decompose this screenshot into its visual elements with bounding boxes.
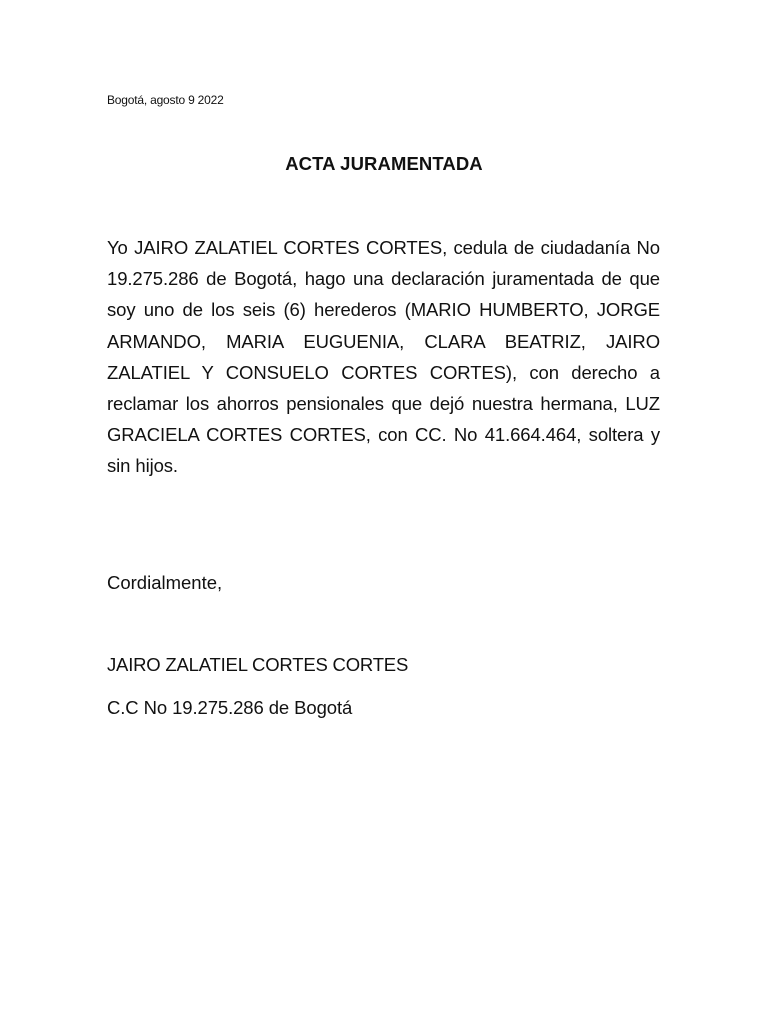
closing-salutation: Cordialmente, — [107, 572, 223, 593]
signer-id-line: C.C No 19.275.286 de Bogotá — [107, 697, 353, 718]
document-title: ACTA JURAMENTADA — [285, 153, 483, 174]
declaration-paragraph: Yo JAIRO ZALATIEL CORTES CORTES, cedula de ciudadanía No 19.275.286 de Bogotá, hago una declaración juramentada de que soy uno de los seis (6) herederos (MARIO HUMBERTO, JORGE ARMANDO, MARIA EUGUENIA, CLARA BEATRIZ, JAIRO ZALATIEL Y CONSUELO CORTES CORTES), con derecho a reclamar los ahorros pensionales que dejó nuestra hermana, LUZ GRACIELA CORTES CORTES, con CC. No 41.664.464, soltera y sin hijos. — [107, 237, 660, 477]
date-line: Bogotá, agosto 9 2022 — [107, 93, 224, 107]
signer-name: JAIRO ZALATIEL CORTES CORTES — [107, 654, 409, 675]
